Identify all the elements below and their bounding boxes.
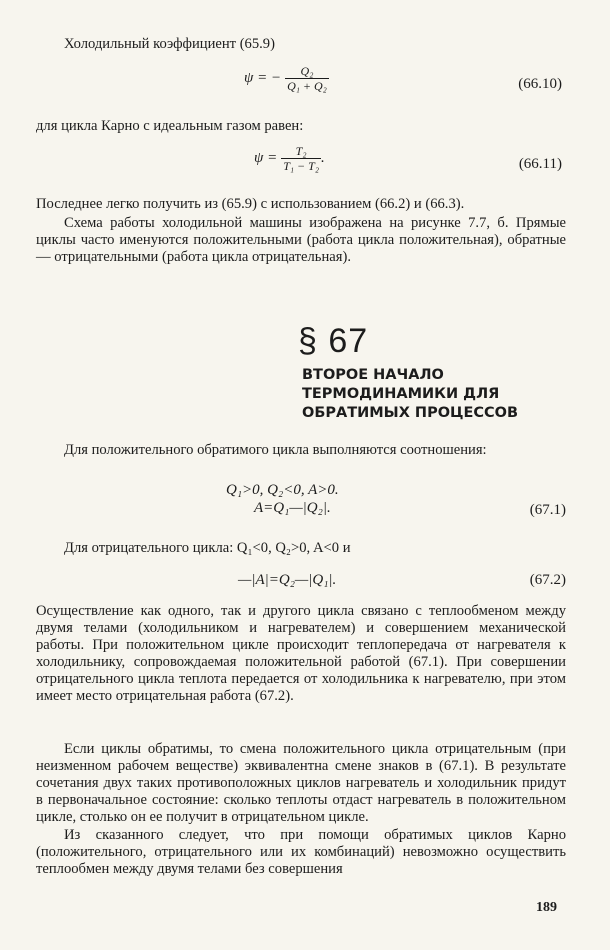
formula-66-10 [36, 64, 566, 104]
paragraph-heat-exchange: Осуществление как одного, так и другого цикла связано с теплообменом между двумя телами (холодильником и нагревателем) и совершением механической работы. При положительном цикле происходит теплопередача от нагревателя к холодильнику, сопровождаемая положительной работой (67.1). При совершении отрицательного цикла теплота передается от холодильника к нагревателю, при этом имеет место отрицательная работа (67.2). [36, 603, 566, 704]
formula-expression [244, 64, 329, 93]
equation-67-1-line-1: Q₁>0, Q₂<0, A>0. [226, 482, 339, 498]
section-title-line: ВТОРОЕ НАЧАЛО [302, 367, 444, 383]
paragraph-derivation: Последнее легко получить из (65.9) с использованием (66.2) и (66.3). [36, 196, 465, 212]
equation-number: (66.10) [518, 76, 562, 92]
section-title-line: ОБРАТИМЫХ ПРОЦЕССОВ [302, 405, 519, 421]
equation-67-2: —|A|=Q₂—|Q₁|. [238, 572, 337, 588]
page-number: 189 [536, 900, 557, 915]
formula-lhs: ψ = [254, 150, 278, 166]
equation-67-1-line-2: A=Q₁—|Q₂|. [254, 500, 331, 516]
formula-lhs: ψ = − [244, 70, 282, 86]
fraction-numerator: T₂ [295, 144, 307, 158]
section-title [302, 366, 518, 423]
formula-tail: . [321, 150, 325, 166]
intro-line: Холодильный коэффициент (65.9) [64, 36, 275, 52]
formula-66-11 [36, 144, 566, 184]
equation-number: (67.1) [529, 502, 566, 518]
equation-number: (66.11) [518, 156, 562, 172]
fraction-denominator: T₁ − T₂ [283, 159, 319, 173]
paragraph-negative-cycle: Для отрицательного цикла: Q₁<0, Q₂>0, A<0 и [64, 540, 351, 556]
carnot-line: для цикла Карно с идеальным газом равен: [36, 118, 304, 134]
paragraph-positive-cycle: Для положительного обратимого цикла выполняются соотношения: [64, 442, 487, 458]
fraction-denominator: Q₁ + Q₂ [287, 79, 327, 93]
fraction-numerator: Q₂ [300, 64, 314, 78]
section-number: § 67 [298, 322, 369, 360]
equation-number: (67.2) [529, 572, 566, 588]
fraction [281, 144, 321, 173]
paragraph-reversible: Если циклы обратимы, то смена положительного цикла отрицательным (при неизменном рабочем веществе) эквивалентна смене знаков в (67.1). В результате сочетания двух таких противоположных циклов нагреватель и холодильник придут в первоначальное состояние: сколько теплоты отдаст нагреватель в положительном цикле, столько он ее получит в отрицательном цикле. [36, 741, 566, 825]
fraction [285, 64, 329, 93]
section-title-line: ТЕРМОДИНАМИКИ ДЛЯ [302, 386, 500, 402]
paragraph-scheme: Схема работы холодильной машины изображена на рисунке 7.7, б. Прямые циклы часто именуются положительными (работа цикла положительная), обратные — отрицательными (работа цикла отрицательная). [36, 215, 566, 265]
formula-expression [254, 144, 325, 173]
paragraph-conclusion: Из сказанного следует, что при помощи обратимых циклов Карно (положительного, отрицательного или их комбинаций) невозможно осуществить теплообмен между двумя телами без совершения [36, 827, 566, 877]
